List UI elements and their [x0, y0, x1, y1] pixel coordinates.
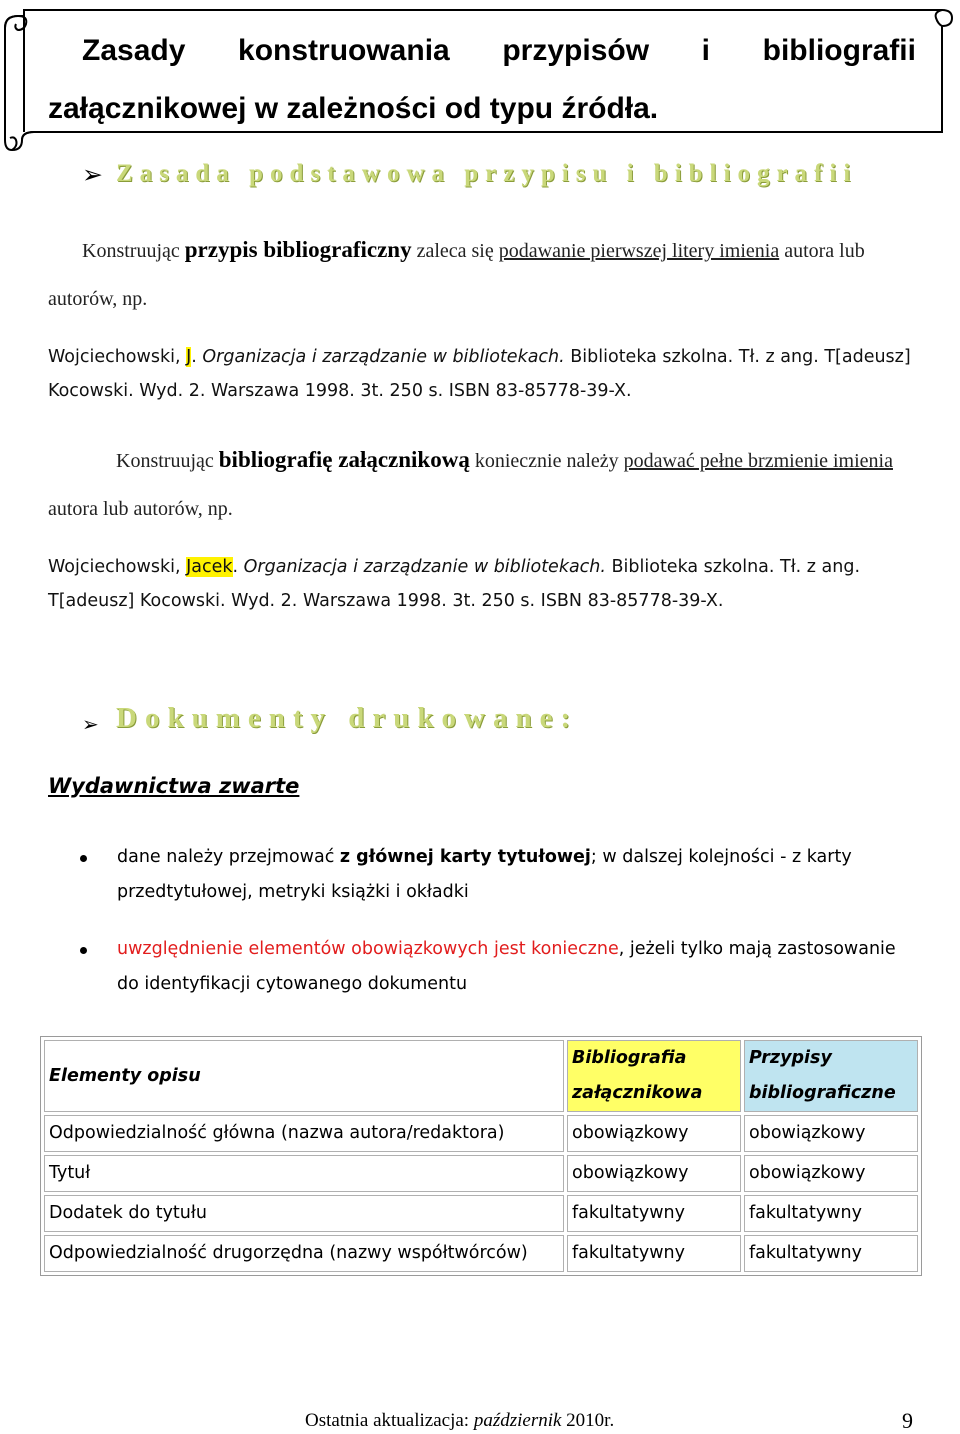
term-footnote: przypis bibliograficzny [184, 237, 412, 262]
table-row [44, 1195, 918, 1232]
table-cell: fakultatywny [744, 1235, 918, 1272]
table-row [44, 1155, 918, 1192]
arrow-bullet-icon: ➢ [82, 160, 103, 189]
section-heading-basic-rule [82, 160, 857, 188]
table-header-cell: Przypisy bibliograficzne [744, 1040, 918, 1112]
title-line-1 [48, 22, 916, 80]
title-word: Zasady [82, 34, 186, 67]
page-title [48, 22, 916, 138]
subheading-monographs: Wydawnictwa zwarte [48, 774, 300, 798]
table-header-cell: Bibliografia załącznikowa [567, 1040, 741, 1112]
table-cell: obowiązkowy [744, 1115, 918, 1152]
highlighted-initial: J [186, 347, 192, 367]
table-cell: Odpowiedzialność drugorzędna (nazwy współtwórców) [44, 1235, 564, 1272]
underlined-rule: podawać pełne brzmienie imienia [623, 450, 893, 472]
underlined-rule: podawanie pierwszej litery imienia [498, 240, 780, 262]
table-cell: obowiązkowy [744, 1155, 918, 1192]
list-item: dane należy przejmować z głównej karty tytułowej; w dalszej kolejności - z karty przedtytułowej, metryki książki i okładki [48, 840, 908, 910]
last-update-footer: Ostatnia aktualizacja: październik 2010r. [305, 1410, 615, 1431]
list-item: uwzględnienie elementów obowiązkowych jest konieczne, jeżeli tylko mają zastosowanie do identyfikacji cytowanego dokumentu [48, 932, 908, 1002]
table-cell: obowiązkowy [567, 1155, 741, 1192]
table-cell: Tytuł [44, 1155, 564, 1192]
section-heading-printed-documents [82, 702, 578, 735]
bullet-dot-icon [80, 855, 87, 862]
title-line-2: załącznikowej w zależności od typu źródła. [48, 92, 659, 125]
title-word: i [701, 34, 711, 67]
title-word: konstruowania [238, 34, 450, 67]
section-heading-text: Dokumenty drukowane: [116, 702, 579, 734]
arrow-bullet-icon: ➢ [82, 712, 99, 736]
table-cell: fakultatywny [567, 1235, 741, 1272]
term-bibliography: bibliografię załącznikową [218, 447, 470, 472]
highlighted-first-name: Jacek [186, 557, 233, 577]
title-word: przypisów [502, 34, 650, 67]
table-cell: fakultatywny [744, 1195, 918, 1232]
table-cell: obowiązkowy [567, 1115, 741, 1152]
table-cell: Dodatek do tytułu [44, 1195, 564, 1232]
red-phrase: uwzględnienie elementów obowiązkowych jest konieczne [117, 939, 619, 959]
table-header-cell: Elementy opisu [44, 1040, 564, 1112]
table-row [44, 1115, 918, 1152]
bold-phrase: z głównej karty tytułowej [339, 847, 591, 867]
description-elements-table [40, 1036, 922, 1276]
bullet-dot-icon [80, 947, 87, 954]
rules-list [48, 840, 908, 1024]
book-title: Organizacja i zarządzanie w bibliotekach. [202, 347, 565, 367]
book-title: Organizacja i zarządzanie w bibliotekach. [243, 557, 606, 577]
bibliography-rule-paragraph: Konstruując bibliografię załącznikową koniecznie należy podawać pełne brzmienie imienia autora lub autorów, np. [48, 447, 893, 520]
bibliography-example: Wojciechowski, Jacek. Organizacja i zarządzanie w bibliotekach. Biblioteka szkolna. Tł. z ang. T[adeusz] Kocowski. Wyd. 2. Warszawa 1998. 3t. 250 s. ISBN 83-85778-39-X. [48, 557, 861, 611]
footnote-rule-paragraph: Konstruując przypis bibliograficzny zaleca się podawanie pierwszej litery imienia autora lub autorów, np. [48, 237, 865, 310]
section-heading-text: Zasada podstawowa przypisu i bibliografii [116, 160, 858, 187]
page-number: 9 [902, 1408, 913, 1433]
footnote-example: Wojciechowski, J. Organizacja i zarządzanie w bibliotekach. Biblioteka szkolna. Tł. z ang. T[adeusz] Kocowski. Wyd. 2. Warszawa 1998. 3t. 250 s. ISBN 83-85778-39-X. [48, 347, 911, 401]
table-cell: Odpowiedzialność główna (nazwa autora/redaktora) [44, 1115, 564, 1152]
table-header-row [44, 1040, 918, 1112]
title-word: bibliografii [762, 34, 916, 67]
table-cell: fakultatywny [567, 1195, 741, 1232]
table-row [44, 1235, 918, 1272]
